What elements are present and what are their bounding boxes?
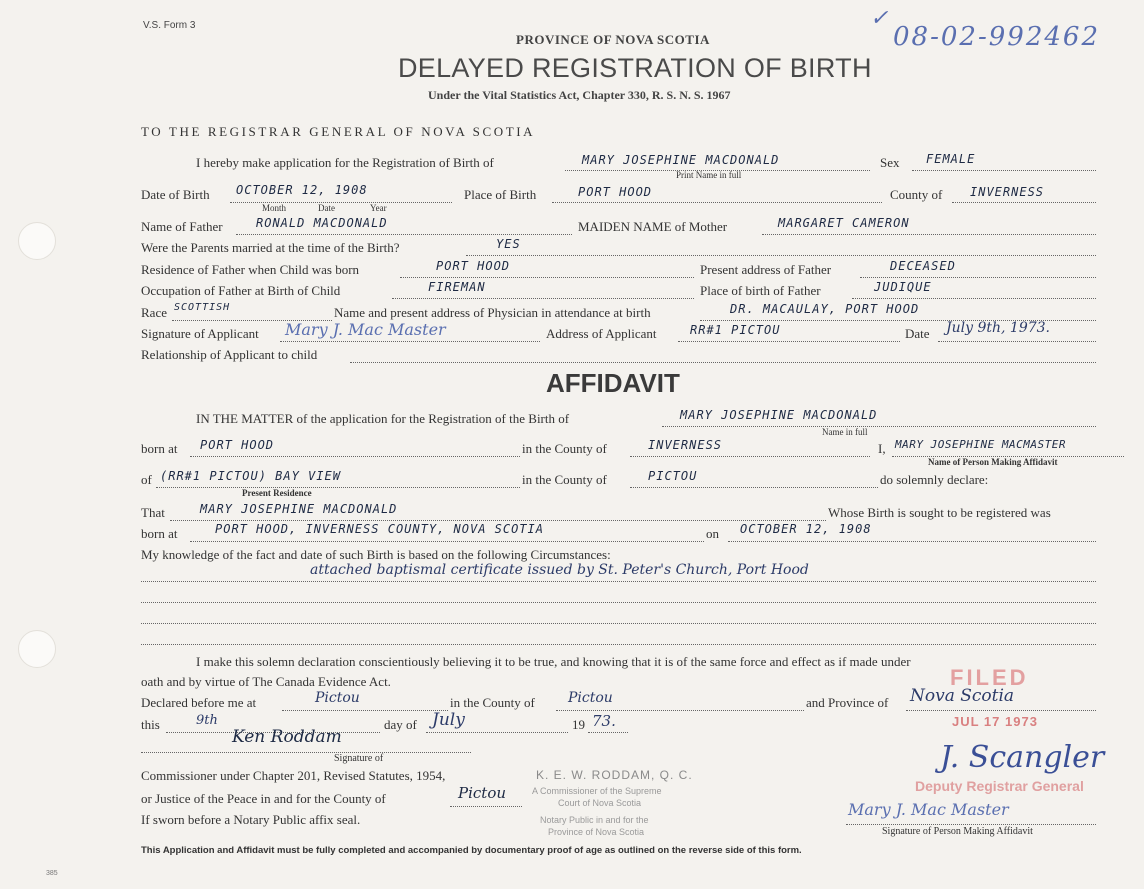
born-county-value: INVERNESS <box>648 438 723 452</box>
physician-value: DR. MACAULAY, PORT HOOD <box>730 302 920 316</box>
knowledge-label: My knowledge of the fact and date of such Birth is based on the following Circumstances: <box>141 547 611 562</box>
that-label: That <box>141 505 165 520</box>
intro-label: I hereby make application for the Registration of Birth of <box>196 155 494 170</box>
whose-label: Whose Birth is sought to be registered was <box>828 505 1051 520</box>
stamp-line-3: Notary Public in and for the <box>540 815 649 825</box>
father-value: RONALD MACDONALD <box>256 216 388 230</box>
dob-label: Date of Birth <box>141 187 210 202</box>
sig-label: Signature of Applicant <box>141 326 259 341</box>
declared-at: Pictou <box>315 690 360 706</box>
residence-value: (RR#1 PICTOU) BAY VIEW <box>160 469 341 483</box>
year-value: 73. <box>592 712 616 730</box>
born-at2-value: PORT HOOD, INVERNESS COUNTY, NOVA SCOTIA <box>215 522 544 536</box>
present-addr-label: Present address of Father <box>700 262 832 277</box>
affidavit-heading: AFFIDAVIT <box>546 368 680 398</box>
commissioner-signature: Ken Roddam <box>232 727 342 747</box>
deponent-signature: Mary J. Mac Master <box>848 800 1009 819</box>
on-date: OCTOBER 12, 1908 <box>740 522 872 536</box>
matter-name: MARY JOSEPHINE MACDONALD <box>680 408 878 422</box>
check-mark: ✓ <box>870 6 889 31</box>
notary-line: If sworn before a Notary Public affix seal. <box>141 812 361 827</box>
mother-label: MAIDEN NAME of Mother <box>578 219 728 234</box>
present-addr-value: DECEASED <box>890 259 956 273</box>
day-of-label: day of <box>384 717 417 732</box>
county-value: INVERNESS <box>970 185 1045 199</box>
occupation-value: FIREMAN <box>428 280 486 294</box>
stamp-line-1: A Commissioner of the Supreme <box>532 786 662 796</box>
file-number: 08-02-992462 <box>893 22 1100 52</box>
sex-label: Sex <box>880 155 900 170</box>
deponent-name: MARY JOSEPHINE MACMASTER <box>895 438 1066 451</box>
race-label: Race <box>141 305 167 320</box>
year-prefix: 19 <box>572 717 585 732</box>
month-value: July <box>432 710 465 730</box>
signature-of-label: Signature of <box>334 753 384 764</box>
day-value: 9th <box>196 713 218 728</box>
residence-note: Present Residence <box>242 488 312 498</box>
deponent-sig-label: Signature of Person Making Affidavit <box>882 826 1033 837</box>
form-subtitle: Under the Vital Statistics Act, Chapter 330, R. S. N. S. 1967 <box>428 88 731 102</box>
res-county-value: PICTOU <box>648 469 698 483</box>
decl-county: Pictou <box>568 690 613 706</box>
punch-hole-top <box>18 222 56 260</box>
married-label: Were the Parents married at the time of the Birth? <box>141 240 400 255</box>
province-value: Nova Scotia <box>910 686 1015 706</box>
stamp-line-2: Court of Nova Scotia <box>558 798 642 808</box>
name-in-full-note: Name in full <box>822 427 868 437</box>
punch-hole-bottom <box>18 630 56 668</box>
pob-label: Place of Birth <box>464 187 537 202</box>
born-at-value: PORT HOOD <box>200 438 275 452</box>
solemn-line-1: I make this solemn declaration conscientiously believing it to be true, and knowing that it is of the same force and effect as if made under <box>196 654 911 669</box>
of-label: of <box>141 472 152 487</box>
in-county-label: in the County of <box>522 441 607 456</box>
justice-line: or Justice of the Peace in and for the County of <box>141 791 386 806</box>
declared-label: Declared before me at <box>141 695 257 710</box>
province-heading: PROVINCE OF NOVA SCOTIA <box>516 32 710 47</box>
footer-code: 385 <box>46 870 58 877</box>
date-label: Date <box>905 326 930 341</box>
i-label: I, <box>878 441 886 456</box>
justice-county: Pictou <box>458 784 507 802</box>
county-label: County of <box>890 187 943 202</box>
father-label: Name of Father <box>141 219 223 234</box>
physician-label: Name and present address of Physician in attendance at birth <box>334 305 651 320</box>
applicant-addr-value: RR#1 PICTOU <box>690 323 781 337</box>
circumstances: attached baptismal certificate issued by St. Peter's Church, Port Hood <box>310 562 809 578</box>
province-label: and Province of <box>806 695 889 710</box>
form-number: V.S. Form 3 <box>143 20 196 31</box>
applicant-addr-label: Address of Applicant <box>546 326 657 341</box>
occupation-label: Occupation of Father at Birth of Child <box>141 283 341 298</box>
on-label: on <box>706 526 719 541</box>
registrar-signature: J. Scangler <box>940 740 1105 775</box>
date-value: July 9th, 1973. <box>946 320 1050 336</box>
relationship-label: Relationship of Applicant to child <box>141 347 318 362</box>
father-pob-label: Place of birth of Father <box>700 283 821 298</box>
in-county-label-2: in the County of <box>522 472 607 487</box>
dob-value: OCTOBER 12, 1908 <box>236 183 368 197</box>
pob-value: PORT HOOD <box>578 185 653 199</box>
commissioner-line: Commissioner under Chapter 201, Revised Statutes, 1954, <box>141 768 446 783</box>
stamp-line-4: Province of Nova Scotia <box>548 827 645 837</box>
deponent-note: Name of Person Making Affidavit <box>928 457 1058 467</box>
filed-date: JUL 17 1973 <box>952 714 1038 729</box>
this-label: this <box>141 717 160 732</box>
decl-county-label: in the County of <box>450 695 535 710</box>
mother-value: MARGARET CAMERON <box>778 216 910 230</box>
sex-value: FEMALE <box>926 152 976 166</box>
father-res-value: PORT HOOD <box>436 259 511 273</box>
form-title: DELAYED REGISTRATION OF BIRTH <box>398 53 872 83</box>
born-at2-label: born at <box>141 526 178 541</box>
date-sublabel: Date <box>318 203 335 213</box>
applicant-signature: Mary J. Mac Master <box>285 320 446 339</box>
year-label: Year <box>370 203 387 213</box>
deputy-stamp: Deputy Registrar General <box>915 778 1084 794</box>
father-res-label: Residence of Father when Child was born <box>141 262 360 277</box>
married-value: YES <box>496 237 521 251</box>
race-value: SCOTTISH <box>174 302 231 313</box>
month-label: Month <box>262 203 287 213</box>
child-name: MARY JOSEPHINE MACDONALD <box>582 153 780 167</box>
matter-label: IN THE MATTER of the application for the Registration of the Birth of <box>196 411 570 426</box>
father-pob-value: JUDIQUE <box>874 280 932 294</box>
filed-stamp: FILED <box>950 665 1029 690</box>
solemn-line-2: oath and by virtue of The Canada Evidence Act. <box>141 674 391 689</box>
declare-label: do solemnly declare: <box>880 472 989 487</box>
print-name-note: Print Name in full <box>676 170 742 180</box>
footer-note: This Application and Affidavit must be fully completed and accompanied by documentary proof of age as outlined on the reverse side of this form. <box>141 845 802 856</box>
born-at-label: born at <box>141 441 178 456</box>
that-name: MARY JOSEPHINE MACDONALD <box>200 502 398 516</box>
stamp-name: K. E. W. RODDAM, Q. C. <box>536 768 693 782</box>
addressee: TO THE REGISTRAR GENERAL OF NOVA SCOTIA <box>141 124 536 139</box>
